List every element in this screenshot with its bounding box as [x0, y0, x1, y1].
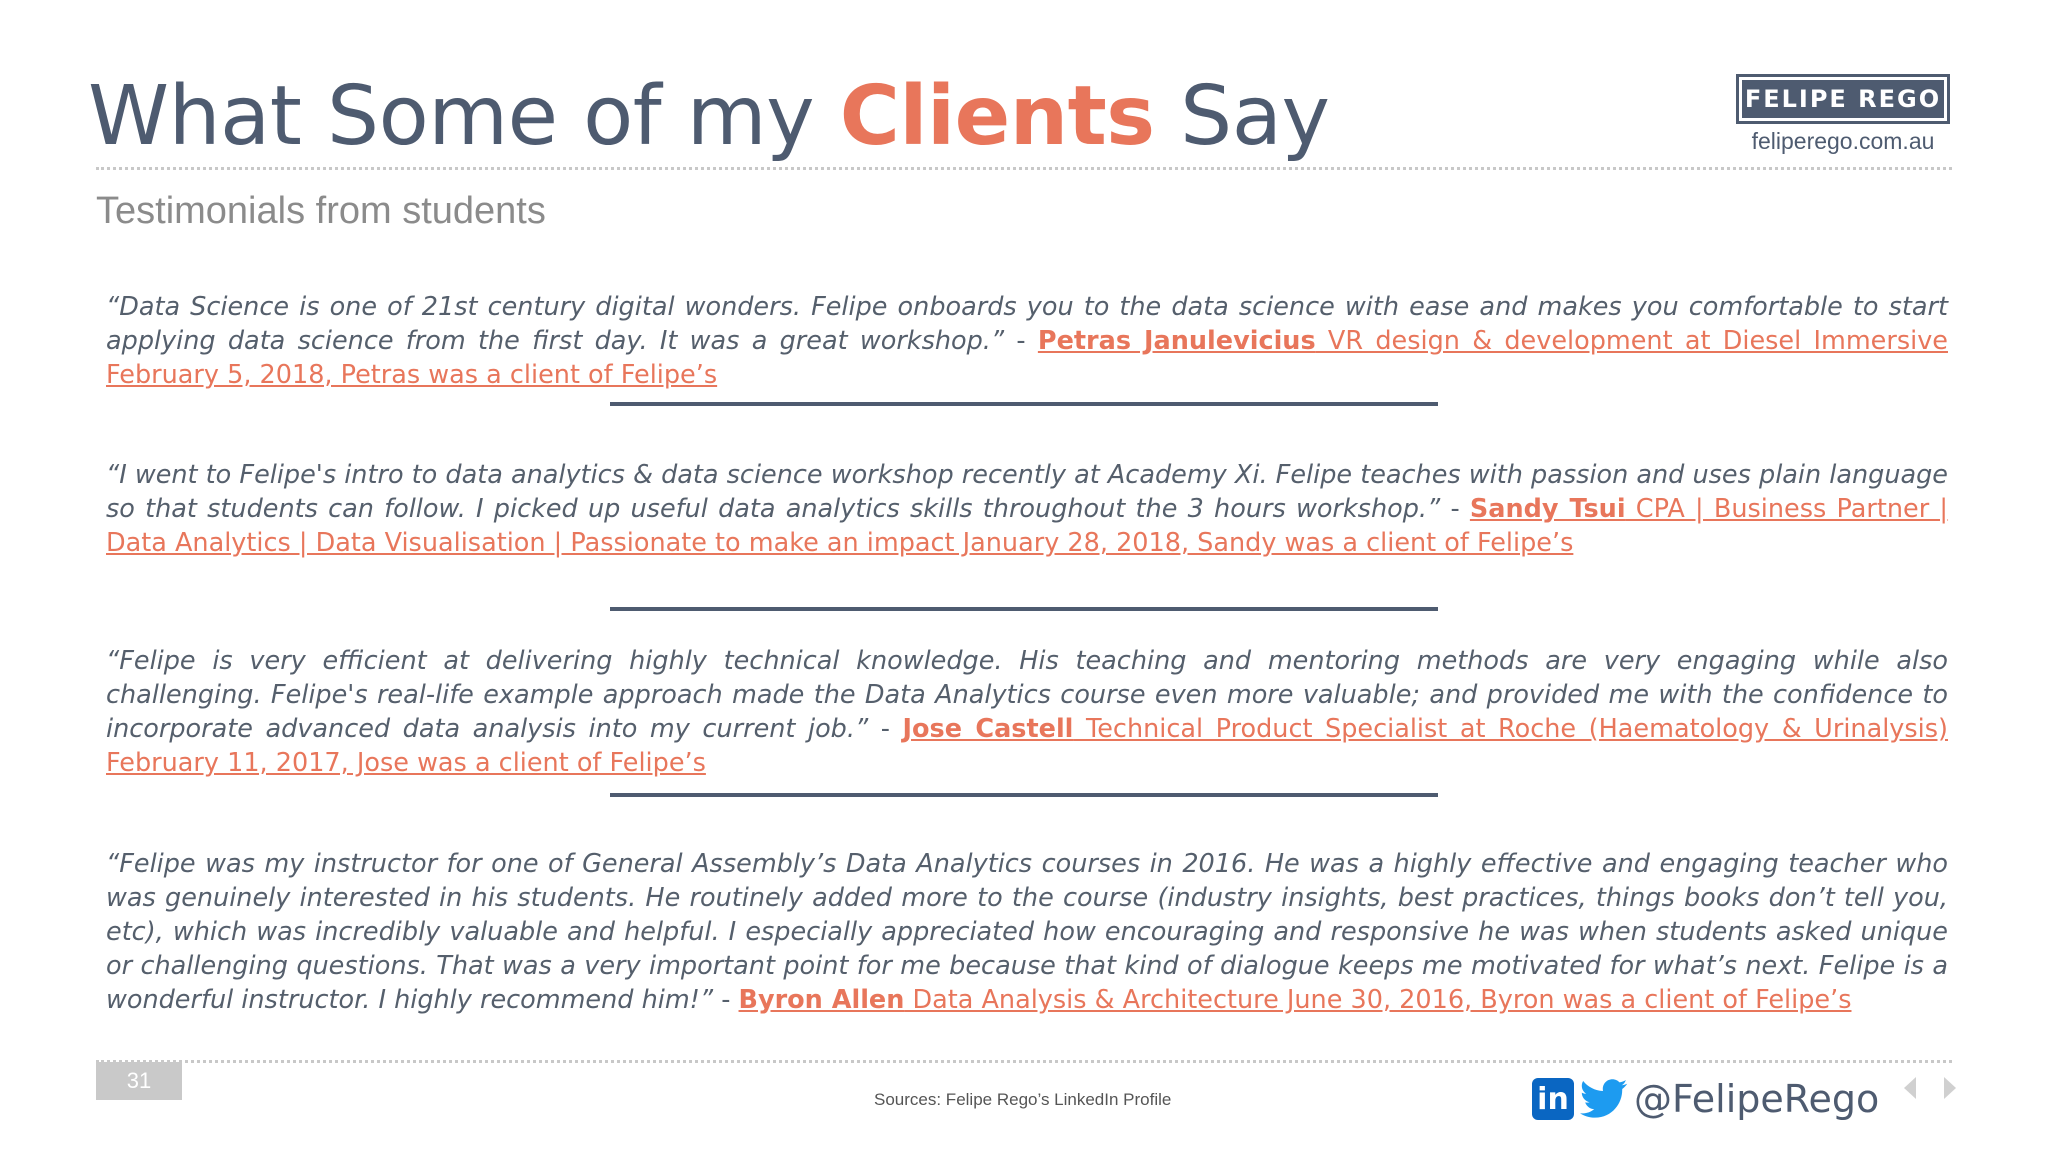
- sources-note: Sources: Felipe Rego’s LinkedIn Profile: [874, 1090, 1172, 1109]
- subtitle: Testimonials from students: [96, 190, 546, 232]
- testimonial-quote: “I went to Felipe's intro to data analytics & data science workshop recently at Academy Xi. Felipe teaches with passion and uses plain language so that students can follow. I picked up useful data analytics skills throughout the 3 hours workshop.”: [106, 460, 1948, 524]
- testimonial-quote: “Data Science is one of 21st century digital wonders. Felipe onboards you to the data science with ease and makes you comfortable to start applying data science from the first day. It was a great workshop.”: [106, 292, 1948, 356]
- testimonial-details-link[interactable]: Data Analysis & Architecture June 30, 2016, Byron was a client of Felipe’s: [904, 985, 1852, 1015]
- testimonial-4: [106, 847, 1948, 1017]
- footer-divider: [96, 1060, 1952, 1063]
- social-handle[interactable]: @FelipeRego: [1634, 1077, 1880, 1121]
- linkedin-icon[interactable]: in: [1532, 1078, 1574, 1120]
- brand-url[interactable]: feliperego.com.au: [1751, 128, 1935, 154]
- testimonial-author-link[interactable]: Petras Janulevicius: [1037, 326, 1316, 356]
- testimonial-quote: “Felipe is very efficient at delivering highly technical knowledge. His teaching and mentoring methods are very engaging while also challenging. Felipe's real-life example approach made the Data Analytics course even more valuable; and provided me with the confidence to incorporate advanced data analysis into my current job.”: [106, 646, 1948, 744]
- testimonial-author-link[interactable]: Jose Castell: [902, 714, 1074, 744]
- testimonial-1: [106, 290, 1948, 392]
- twitter-icon[interactable]: [1580, 1078, 1628, 1120]
- title-suffix: Say: [1154, 69, 1330, 164]
- page-title: [88, 62, 1330, 172]
- testimonial-2: [106, 458, 1948, 560]
- testimonial-3: [106, 644, 1948, 780]
- testimonial-separator: [610, 793, 1438, 797]
- brand-logo-text: FELIPE REGO: [1742, 80, 1944, 118]
- testimonial-dash: -: [1440, 494, 1470, 524]
- testimonial-details-link[interactable]: Technical Product Specialist at Roche (Haematology & Urinalysis) February 11, 2017, Jose was a client of Felipe’s: [106, 714, 1948, 778]
- testimonial-dash: -: [713, 985, 739, 1015]
- title-accent: Clients: [839, 69, 1155, 164]
- arrow-left-icon[interactable]: [1898, 1074, 1922, 1102]
- testimonial-details-link[interactable]: VR design & development at Diesel Immersive February 5, 2018, Petras was a client of Felipe’s: [106, 326, 1948, 390]
- testimonial-dash: -: [868, 714, 903, 744]
- title-prefix: What Some of my: [88, 69, 840, 164]
- header-divider: [96, 167, 1952, 170]
- testimonial-separator: [610, 402, 1438, 406]
- testimonial-author-link[interactable]: Byron Allen: [738, 985, 905, 1015]
- testimonial-separator: [610, 607, 1438, 611]
- page-number: 31: [96, 1062, 182, 1100]
- testimonial-dash: -: [1004, 326, 1038, 356]
- brand-logo: [1736, 74, 1950, 124]
- testimonial-author-link[interactable]: Sandy Tsui: [1469, 494, 1626, 524]
- testimonial-quote: “Felipe was my instructor for one of General Assembly’s Data Analytics courses in 2016. He was a highly effective and engaging teacher who was genuinely interested in his students. He routinely added more to the course (industry insights, best practices, things books don’t tell you, etc), which was incredibly valuable and helpful. I especially appreciated how encouraging and responsive he was when students asked unique or challenging questions. That was a very important point for me because that kind of dialogue keeps me motivated for what’s next. Felipe is a wonderful instructor. I highly recommend him!”: [106, 849, 1948, 1015]
- social-links: [1532, 1074, 1879, 1124]
- testimonial-details-link[interactable]: CPA | Business Partner | Data Analytics | Data Visualisation | Passionate to make an impact January 28, 2018, Sandy was a client of Felipe’s: [106, 494, 1949, 558]
- arrow-right-icon[interactable]: [1938, 1074, 1962, 1102]
